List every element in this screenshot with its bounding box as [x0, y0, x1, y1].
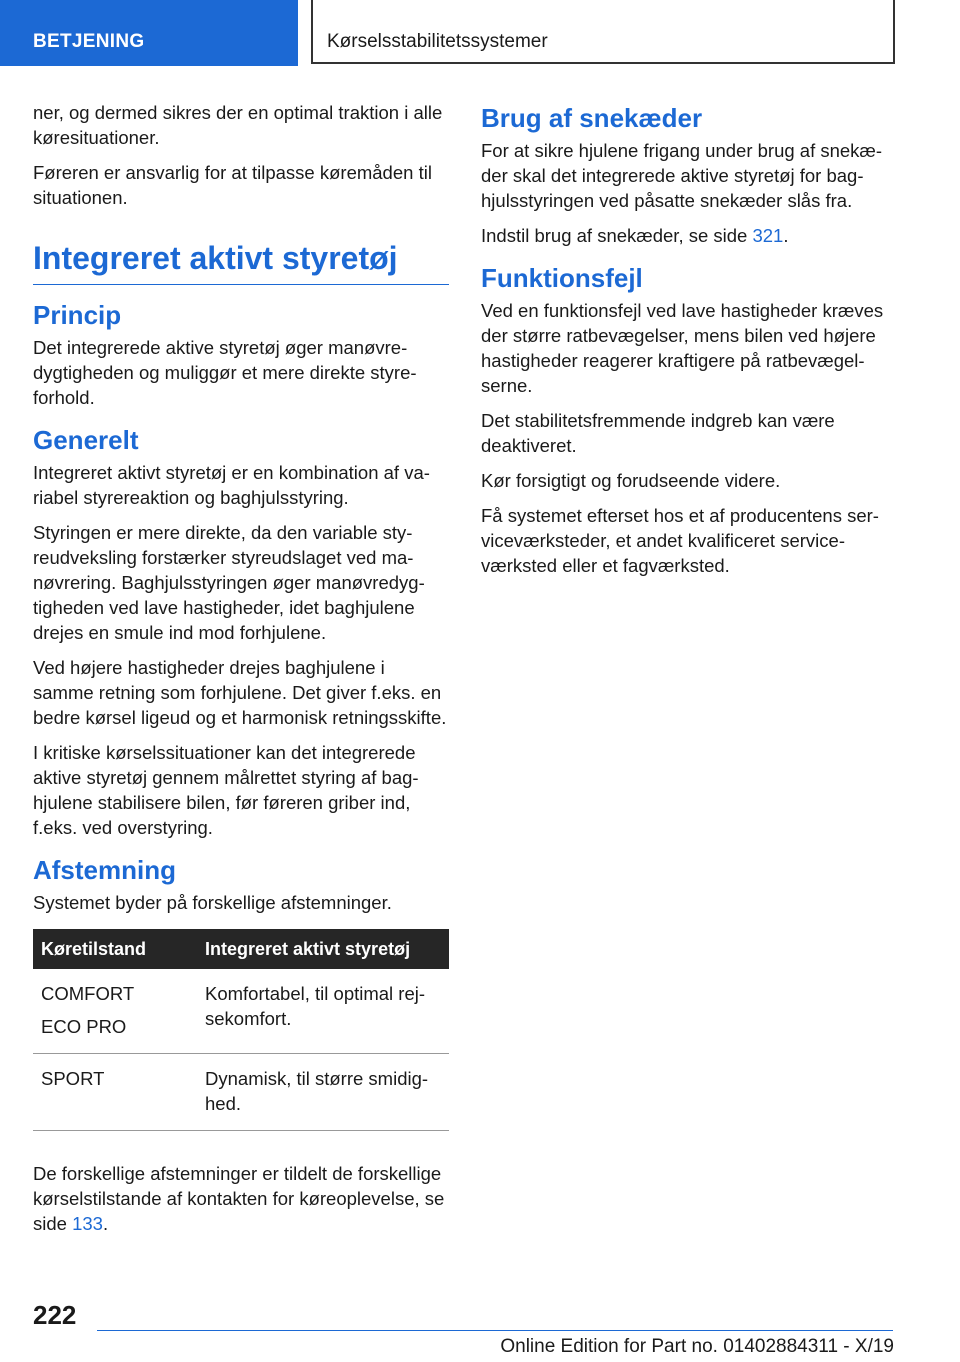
outro-end: .: [102, 1213, 109, 1234]
edition-text: Online Edition for Part no. 01402884311 - X/19: [500, 1336, 894, 1357]
snekaeder-end: .: [783, 225, 789, 246]
princip-paragraph: Det integrerede aktive styretøj øger manøvredygtigheden og muliggør et mere direkte styreforhold.: [33, 337, 417, 408]
page-header: [0, 0, 960, 66]
fejl-paragraph: Det stabilitetsfremmende indgreb kan være deaktiveret.: [481, 410, 835, 456]
page-link-133[interactable]: 133: [72, 1213, 103, 1234]
page-link-321[interactable]: 321: [752, 225, 784, 246]
table-row: [33, 1054, 449, 1131]
footer-divider: [97, 1330, 893, 1331]
heading-princip: Princip: [33, 300, 122, 330]
table-header-cell: Køretilstand: [33, 929, 197, 969]
snekaeder-paragraph: For at sikre hjulene frigang under brug af snekæder skal det integrerede aktive styretøj for baghjulsstyringen ved påsatte snekæder slås fra.: [481, 140, 883, 211]
generelt-paragraph: Ved højere hastigheder drejes baghjulene i samme retning som forhjulene. Det giver f.eks. en bedre kørsel ligeud og et harmonisk retningsskifte.: [33, 657, 447, 728]
heading-generelt: Generelt: [33, 425, 139, 455]
snekaeder-paragraph: [481, 223, 897, 248]
intro-paragraph: Føreren er ansvarlig for at tilpasse køremåden til situationen.: [33, 162, 432, 208]
section-tab: BETJENING: [0, 0, 298, 66]
snekaeder-text: Indstil brug af snekæder, se side: [481, 225, 753, 246]
outro-text: De forskellige afstemninger er tildelt de forskellige kørselstilstande af kontakten for køreoplevelse, se side: [33, 1163, 445, 1234]
mode-label: COMFORT: [41, 983, 135, 1004]
table-cell: Dynamisk, til større smidighed.: [197, 1054, 449, 1131]
afstemning-paragraph: Systemet byder på forskellige afstemninger.: [33, 892, 392, 913]
fejl-paragraph: Få systemet efterset hos et af producentens serviceværksteder, et andet kvalificeret serviceværksted eller et fagværksted.: [481, 505, 879, 576]
table-cell: Komfortabel, til optimal rejsekomfort.: [197, 969, 449, 1054]
tuning-table: [33, 929, 449, 1131]
fejl-paragraph: Ved en funktionsfejl ved lave hastigheder kræves der større ratbevægelser, mens bilen ved højere hastigheder reagerer kraftigere på ratbevægelserne.: [481, 300, 884, 396]
mode-label: ECO PRO: [41, 1016, 127, 1037]
page-number: 222: [33, 1300, 77, 1330]
heading-snekaeder: Brug af snekæder: [481, 103, 703, 133]
generelt-paragraph: Integreret aktivt styretøj er en kombination af variabel styrereaktion og baghjulsstyring.: [33, 462, 430, 508]
table-header-row: [33, 929, 449, 969]
table-row: [33, 969, 449, 1054]
table-header-cell: Integreret aktivt styretøj: [197, 929, 449, 969]
left-column: [33, 100, 449, 1246]
heading-funktionsfejl: Funktionsfejl: [481, 263, 643, 293]
table-cell: [33, 969, 197, 1054]
intro-paragraph: ner, og dermed sikres der en optimal traktion i alle køresituationer.: [33, 102, 443, 148]
main-heading: Integreret aktivt styretøj: [33, 238, 449, 285]
generelt-paragraph: Styringen er mere direkte, da den variable styreudveksling forstærker styreudslaget ved manøvrering. Baghjulsstyringen øger manøvredygtigheden ved lave hastigheder, idet baghjulene drejes en smule ind mod forhjulene.: [33, 522, 425, 643]
outro-paragraph: [33, 1161, 449, 1236]
heading-afstemning: Afstemning: [33, 855, 176, 885]
table-cell: SPORT: [33, 1054, 197, 1131]
right-column: [481, 100, 897, 588]
chapter-title: Kørselsstabilitetssystemer: [311, 0, 895, 64]
fejl-paragraph: Kør forsigtigt og forudseende videre.: [481, 470, 781, 491]
generelt-paragraph: I kritiske kørselssituationer kan det integrerede aktive styretøj gennem målrettet styring af baghjulene stabilisere bilen, før føreren griber ind, f.eks. ved overstyring.: [33, 742, 419, 838]
